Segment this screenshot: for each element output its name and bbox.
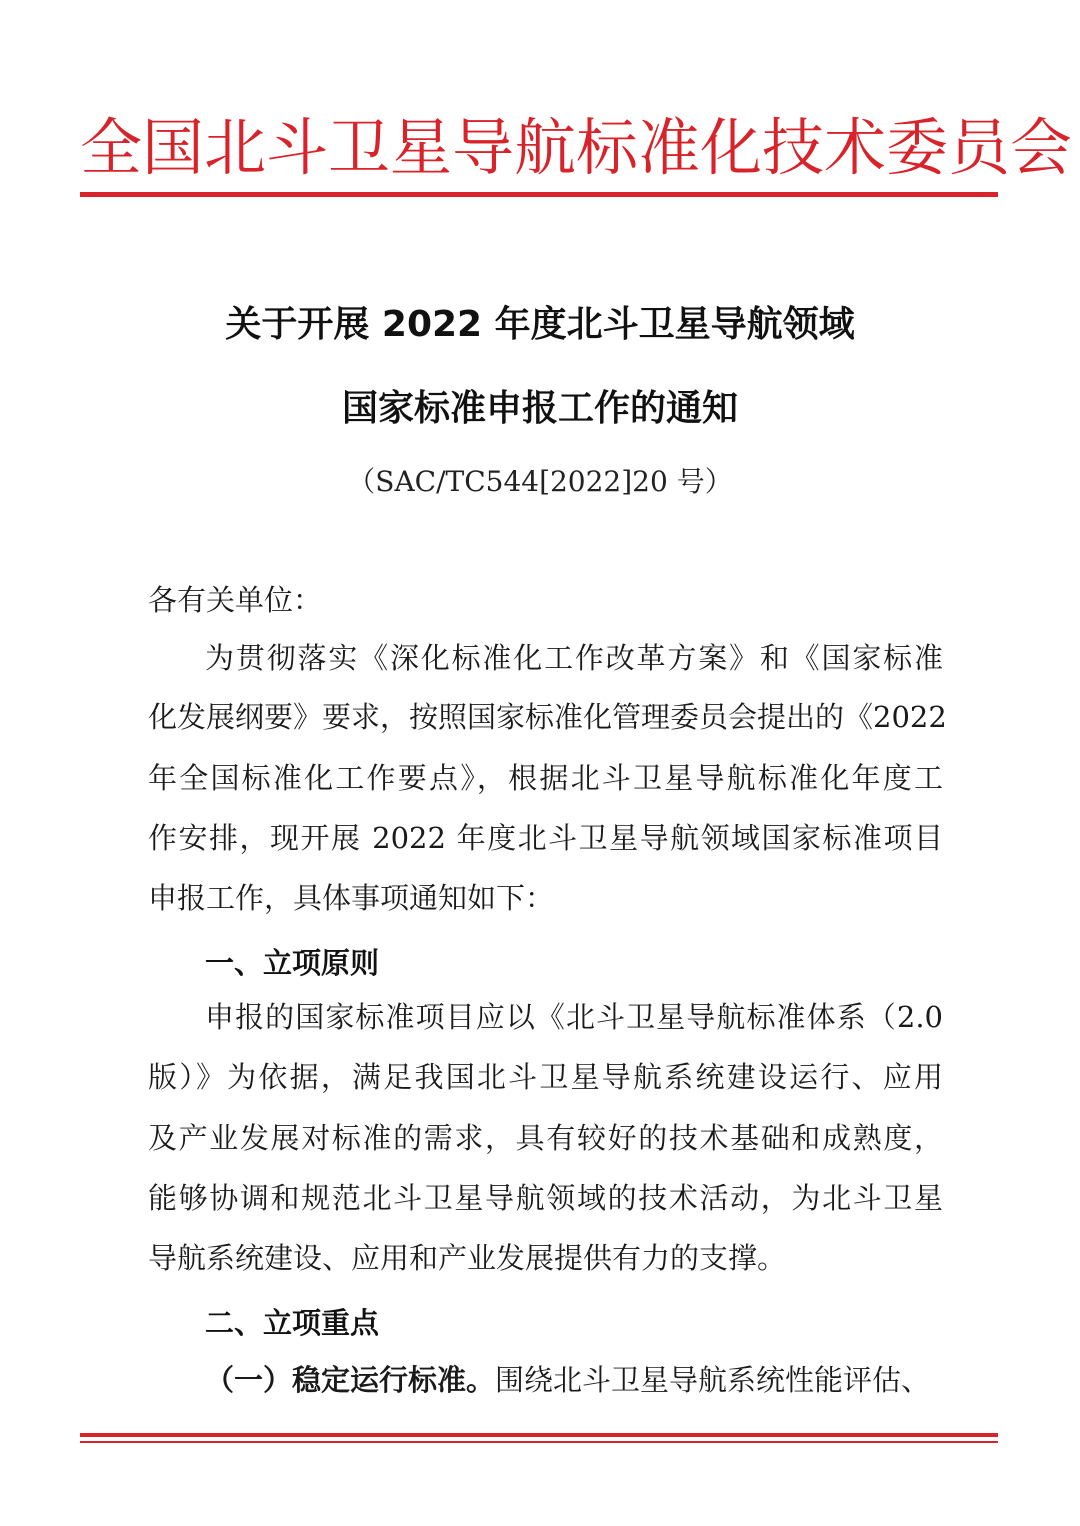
intro-line: 申报工作，具体事项通知如下： bbox=[148, 881, 555, 915]
intro-line: 为贯彻落实《深化标准化工作改革方案》和《国家标准 bbox=[205, 641, 943, 675]
section-2-item-1-label: （一）稳定运行标准。 bbox=[205, 1363, 496, 1397]
document-title-line-2: 国家标准申报工作的通知 bbox=[341, 388, 738, 429]
organization-header: 全国北斗卫星导航标准化技术委员会 bbox=[80, 111, 1073, 184]
footer-red-rule bbox=[80, 1433, 998, 1437]
intro-line: 年全国标准化工作要点》，根据北斗卫星导航标准化年度工 bbox=[148, 761, 943, 795]
section-1-line: 及产业发展对标准的需求，具有较好的技术基础和成熟度， bbox=[148, 1121, 943, 1155]
section-2-item-1 bbox=[205, 1360, 930, 1400]
section-1-heading: 一、立项原则 bbox=[205, 946, 380, 980]
intro-line: 作安排，现开展 2022 年度北斗卫星导航领域国家标准项目 bbox=[148, 821, 943, 855]
section-2-heading: 二、立项重点 bbox=[205, 1306, 380, 1340]
section-1-line: 申报的国家标准项目应以《北斗卫星导航标准体系（2.0 bbox=[205, 1000, 943, 1034]
section-1-line: 能够协调和规范北斗卫星导航领域的技术活动，为北斗卫星 bbox=[148, 1181, 943, 1215]
intro-line: 化发展纲要》要求，按照国家标准化管理委员会提出的《2022 bbox=[148, 700, 947, 734]
footer-red-rule-thin bbox=[80, 1441, 998, 1443]
salutation: 各有关单位： bbox=[148, 583, 323, 617]
section-1-line: 导航系统建设、应用和产业发展提供有力的支撑。 bbox=[148, 1241, 787, 1275]
section-1-line: 版）》为依据，满足我国北斗卫星导航系统建设运行、应用 bbox=[148, 1060, 943, 1094]
document-title-line-1: 关于开展 2022 年度北斗卫星导航领域 bbox=[225, 304, 855, 345]
section-2-item-1-text: 围绕北斗卫星导航系统性能评估、 bbox=[495, 1363, 931, 1397]
header-red-rule bbox=[80, 192, 998, 197]
document-number: （SAC/TC544[2022]20 号） bbox=[347, 465, 733, 498]
